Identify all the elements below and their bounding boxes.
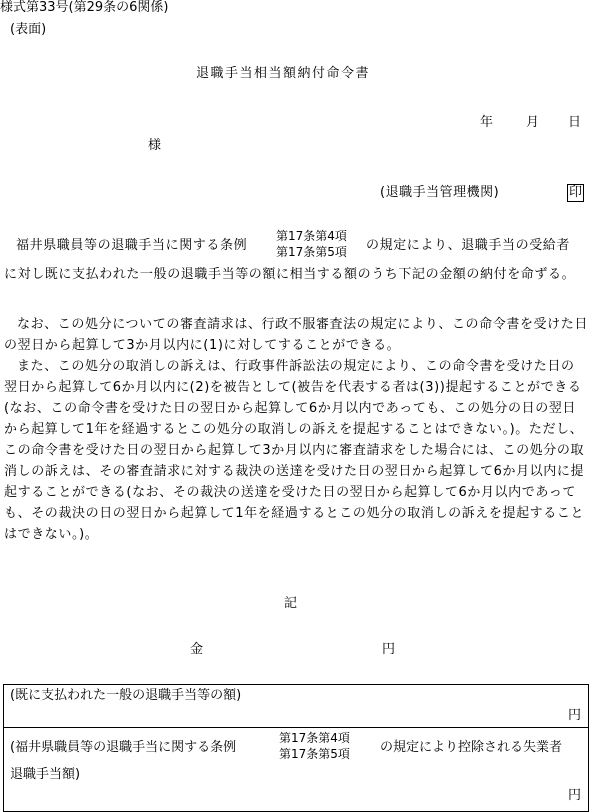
date-month: 月 bbox=[526, 115, 540, 130]
amount-label: 金 bbox=[190, 642, 204, 657]
row1-label: (既に支払われた一般の退職手当等の額) bbox=[10, 688, 242, 703]
row2-line2: 退職手当額) bbox=[10, 767, 81, 782]
row2-unit: 円 bbox=[568, 788, 582, 803]
para1-rest: に対し既に支払われた一般の退職手当等の額に相当する額のうち下記の金額の納付を命ずる。 bbox=[4, 267, 576, 282]
date-day: 日 bbox=[568, 115, 582, 130]
form-number: 様式第33号(第29条の6関係) bbox=[0, 0, 169, 15]
amount-unit: 円 bbox=[382, 642, 396, 657]
para1-article-1: 第17条第4項 bbox=[276, 229, 347, 243]
document-title: 退職手当相当額納付命令書 bbox=[196, 66, 371, 81]
row2-suffix: の規定により控除される失業者 bbox=[380, 740, 563, 755]
addressee-suffix: 様 bbox=[148, 138, 162, 153]
row2-article-stack bbox=[279, 730, 350, 762]
row2-article-1: 第17条第4項 bbox=[279, 731, 350, 745]
date-year: 年 bbox=[480, 115, 494, 130]
table-divider bbox=[4, 727, 588, 728]
para2: なお、この処分についての審査請求は、行政不服審査法の規定により、この命令書を受けた日の翌日から起算して3か月以内に(1)に対してすることができる。 bbox=[4, 317, 588, 353]
para3: また、この処分の取消しの訴えは、行政事件訴訟法の規定により、この命令書を受けた日の翌日から起算して6か月以内に(2)を被告として(被告を代表する者は(3))提起することができる(なお、この命令書を受けた日の翌日から起算して6か月以内であっても、この処分の日の翌日から起算して1年を経過するとこの処分の取消しの訴えを提起することはできない。)。ただし、この命令書を受けた日の翌日から起算して3か月以内に審査請求をした場合には、この処分の取消しの訴えは、その審査請求に対する裁決の送達を受けた日の翌日から起算して6か月以内に提起することができる(なお、その裁決の送達を受けた日の翌日から起算して6か月以内であっても、その裁決の日の翌日から起算して1年を経過するとこの処分の取消しの訴えを提起することはできない。)。 bbox=[4, 359, 585, 542]
para1-prefix: 福井県職員等の退職手当に関する条例 bbox=[16, 238, 248, 253]
para1-article-2: 第17条第5項 bbox=[276, 245, 347, 259]
row2-prefix: (福井県職員等の退職手当に関する条例 bbox=[10, 740, 237, 755]
issuer-label: (退職手当管理機関) bbox=[380, 185, 500, 200]
row2-article-2: 第17条第5項 bbox=[279, 747, 350, 761]
seal-mark: 印 bbox=[569, 185, 583, 200]
row1-unit: 円 bbox=[568, 708, 582, 723]
ki-label: 記 bbox=[284, 596, 298, 611]
para1-article-stack bbox=[276, 228, 347, 260]
side-label: (表面) bbox=[10, 22, 47, 37]
para1-suffix: の規定により、退職手当の受給者 bbox=[366, 238, 571, 253]
